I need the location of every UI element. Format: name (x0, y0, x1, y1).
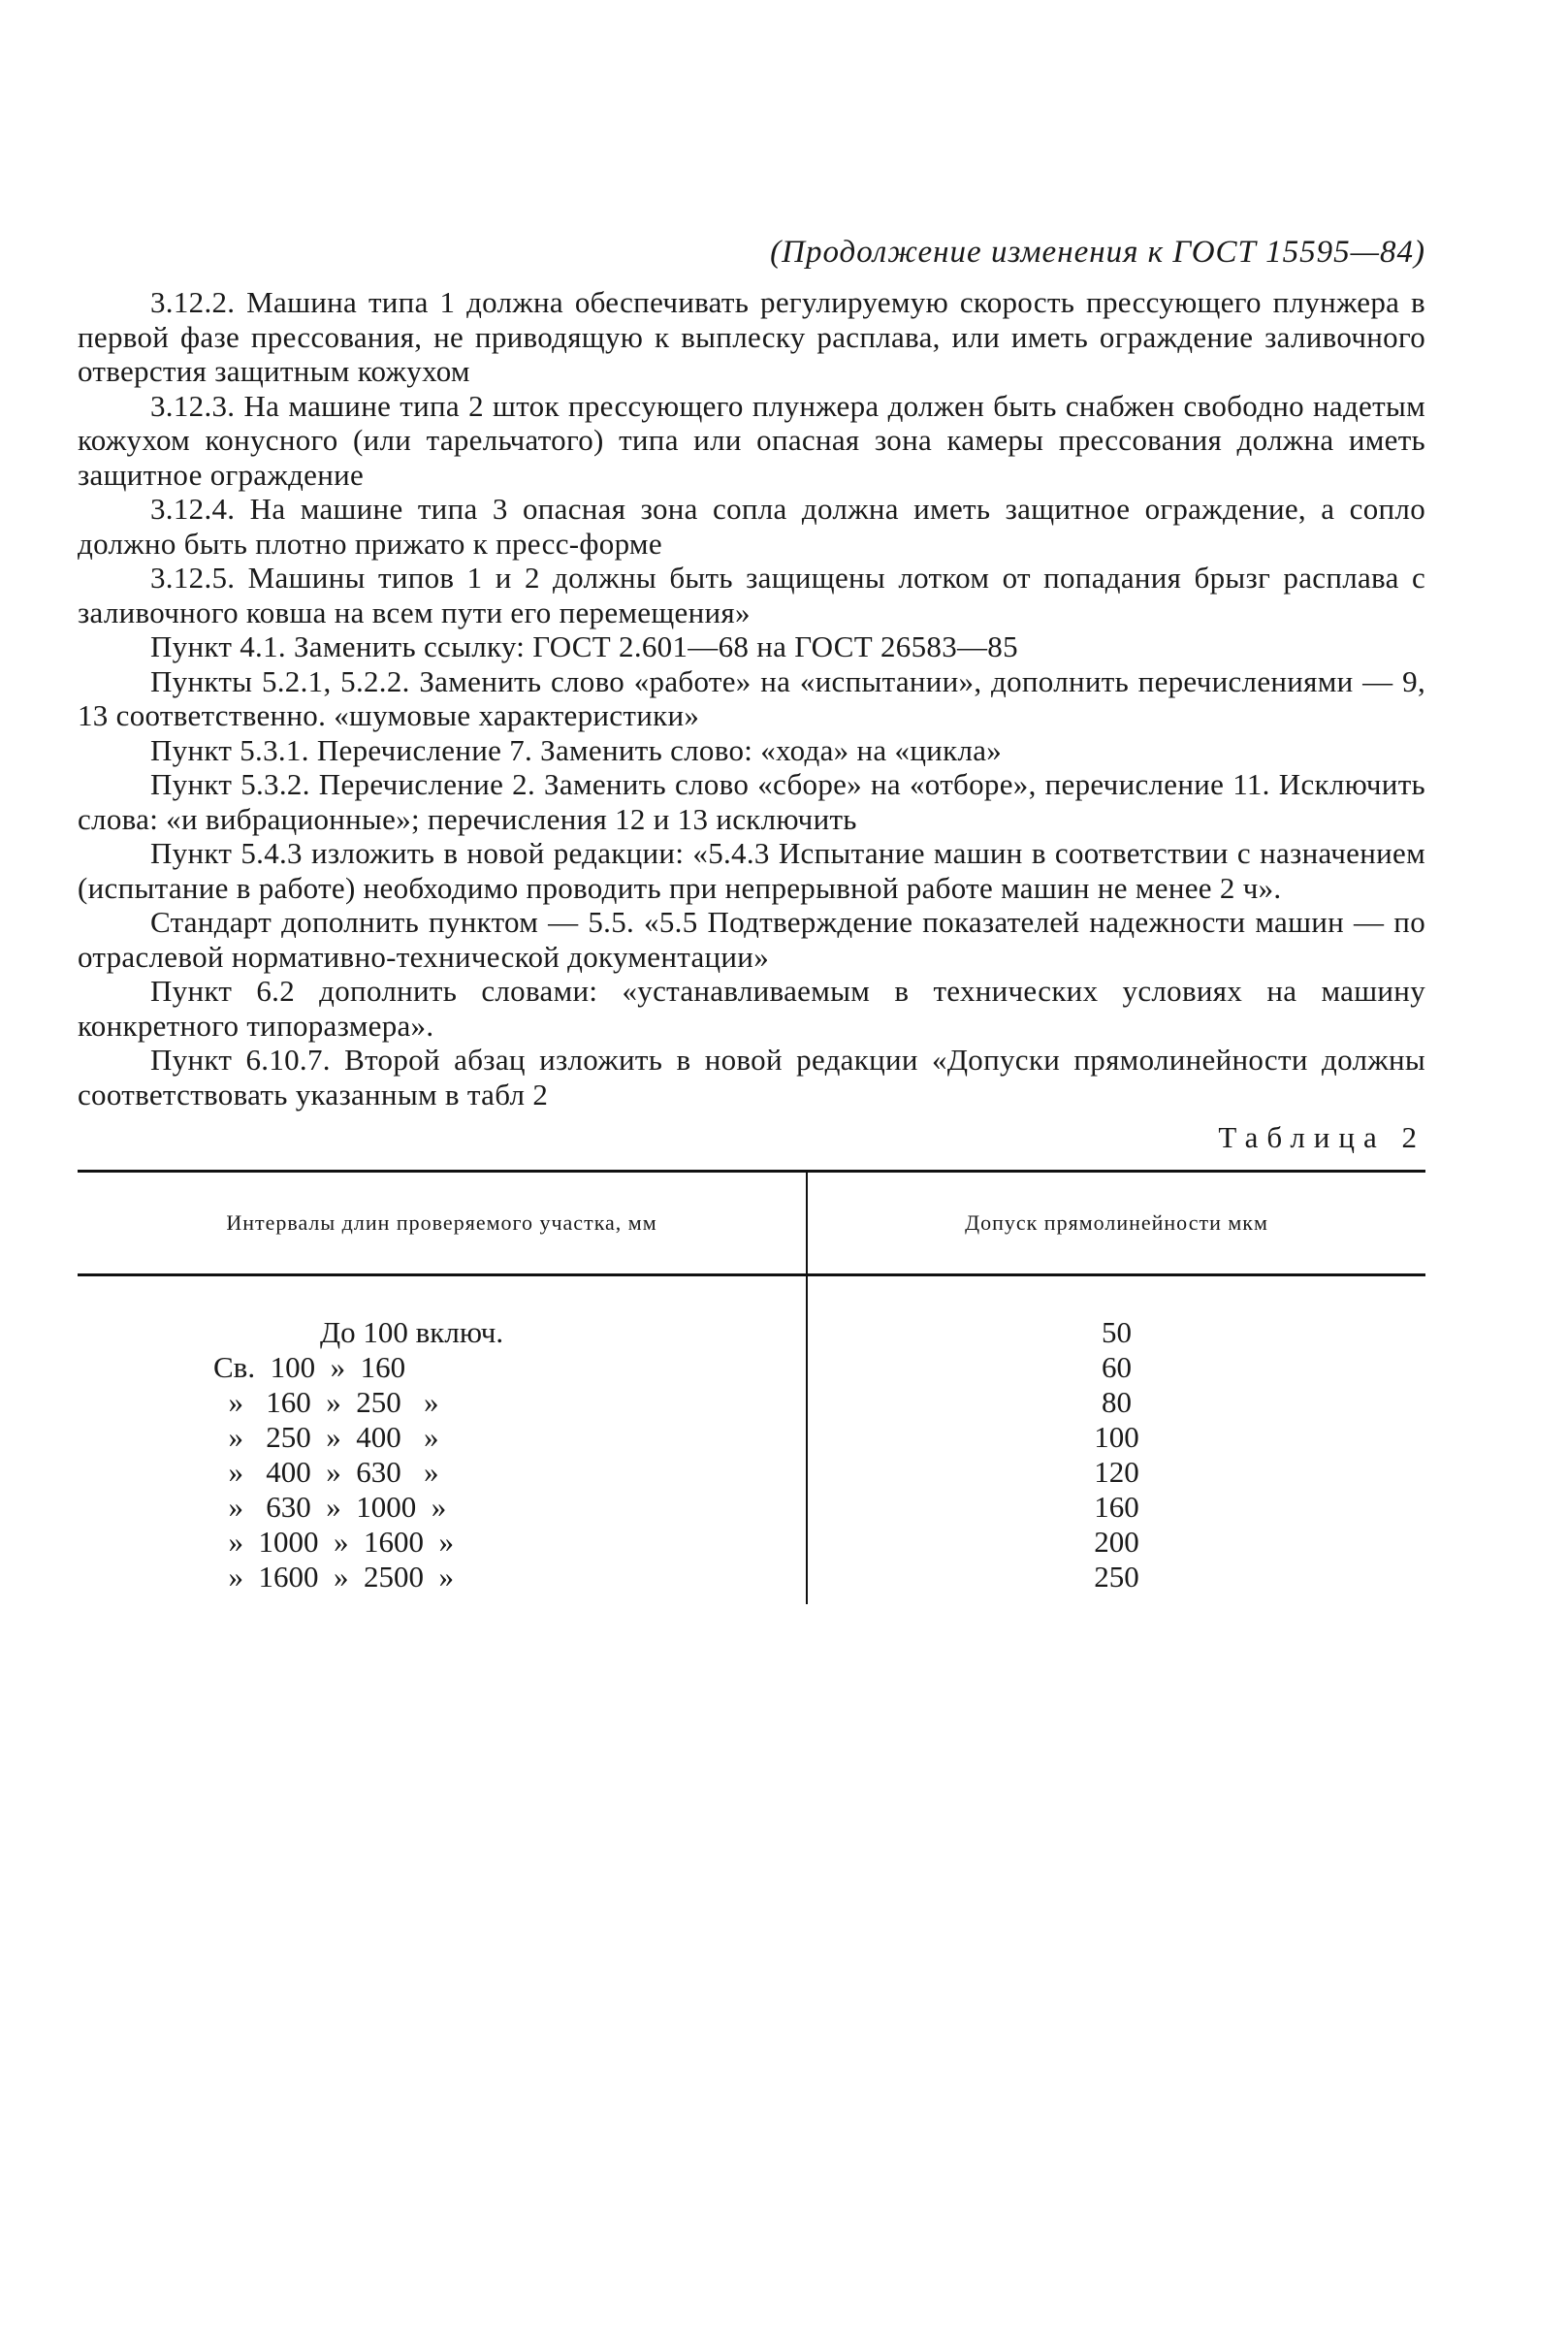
tolerance-cell: 120 (1094, 1455, 1139, 1489)
paragraph-4-1: Пункт 4.1. Заменить ссылку: ГОСТ 2.601—68 на ГОСТ 26583—85 (150, 629, 1018, 663)
paragraph-5-3-2: Пункт 5.3.2. Перечисление 2. Заменить слово «сборе» на «отборе», перечисление 11. Исключить слова: «и вибрационные»; перечисления 12 и 13 исключить (78, 767, 1425, 836)
header-interval: Интервалы длин проверяемого участка, мм (78, 1173, 808, 1273)
tolerance-cell: 60 (1102, 1350, 1132, 1384)
paragraph-6-10-7: Пункт 6.10.7. Второй абзац изложить в новой редакции «Допуски прямолинейности должны соответствовать указанным в табл 2 (78, 1043, 1425, 1111)
header-tolerance: Допуск прямолинейности мкм (965, 1210, 1268, 1235)
paragraph-3-12-4: 3.12.4. На машине типа 3 опасная зона сопла должна иметь защитное ограждение, а сопло должно быть плотно прижато к пресс-форме (78, 492, 1425, 561)
amendment-text (78, 285, 1425, 1111)
paragraph-3-12-2: 3.12.2. Машина типа 1 должна обеспечивать регулируемую скорость прессующего плунжера в первой фазе прессования, не приводящую к выплеску расплава, или иметь ограждение заливочного отверстия защитным кожухом (78, 285, 1425, 388)
interval-cell: » 1600 » 2500 » (213, 1560, 454, 1594)
tolerance-cell: 200 (1094, 1525, 1139, 1559)
interval-cell: » 1000 » 1600 » (213, 1525, 454, 1559)
interval-cell: До 100 включ. (320, 1315, 504, 1349)
interval-cell: » 250 » 400 » (213, 1420, 439, 1454)
paragraph-3-12-5: 3.12.5. Машины типов 1 и 2 должны быть защищены лотком от попадания брызг расплава с заливочного ковша на всем пути его перемещения» (78, 561, 1425, 629)
table-caption: Таблица 2 (1218, 1120, 1425, 1154)
paragraph-6-2: Пункт 6.2 дополнить словами: «устанавливаемым в технических условиях на машину конкретного типоразмера». (78, 974, 1425, 1043)
tolerance-column (808, 1276, 1425, 1604)
interval-cell: » 400 » 630 » (213, 1455, 439, 1489)
document-page (78, 233, 1425, 1604)
tolerance-cell: 80 (1102, 1385, 1132, 1419)
paragraph-5-3-1: Пункт 5.3.1. Перечисление 7. Заменить слово: «хода» на «цикла» (150, 732, 1003, 767)
continuation-header: (Продолжение изменения к ГОСТ 15595—84) (770, 235, 1425, 270)
tolerance-table (78, 1170, 1425, 1604)
paragraph-5-4-3: Пункт 5.4.3 изложить в новой редакции: «5.4.3 Испытание машин в соответствии с назначением (испытание в работе) необходимо проводить при непрерывной работе машин не менее 2 ч». (78, 836, 1425, 905)
paragraph-3-12-3: 3.12.3. На машине типа 2 шток прессующего плунжера должен быть снабжен свободно надетым кожухом конусного (или тарельчатого) типа или опасная зона камеры прессования должна иметь защитное ограждение (78, 388, 1425, 492)
tolerance-cell: 160 (1094, 1490, 1139, 1524)
interval-cell: » 630 » 1000 » (213, 1490, 447, 1524)
table-header-row (78, 1173, 1425, 1276)
paragraph-5-2-1: Пункты 5.2.1, 5.2.2. Заменить слово «работе» на «испытании», дополнить перечислениями — 9, 13 соответственно. «шумовые характеристики» (78, 663, 1425, 732)
paragraph-5-5: Стандарт дополнить пунктом — 5.5. «5.5 Подтверждение показателей надежности машин — по отраслевой нормативно-технической документации» (78, 905, 1425, 974)
interval-cell: » 160 » 250 » (213, 1385, 439, 1419)
interval-cell: Св. 100 » 160 (213, 1350, 406, 1384)
table-body (78, 1276, 1425, 1604)
tolerance-cell: 50 (1102, 1315, 1132, 1349)
tolerance-cell: 250 (1094, 1560, 1139, 1594)
tolerance-cell: 100 (1094, 1420, 1139, 1454)
interval-column (78, 1276, 808, 1604)
